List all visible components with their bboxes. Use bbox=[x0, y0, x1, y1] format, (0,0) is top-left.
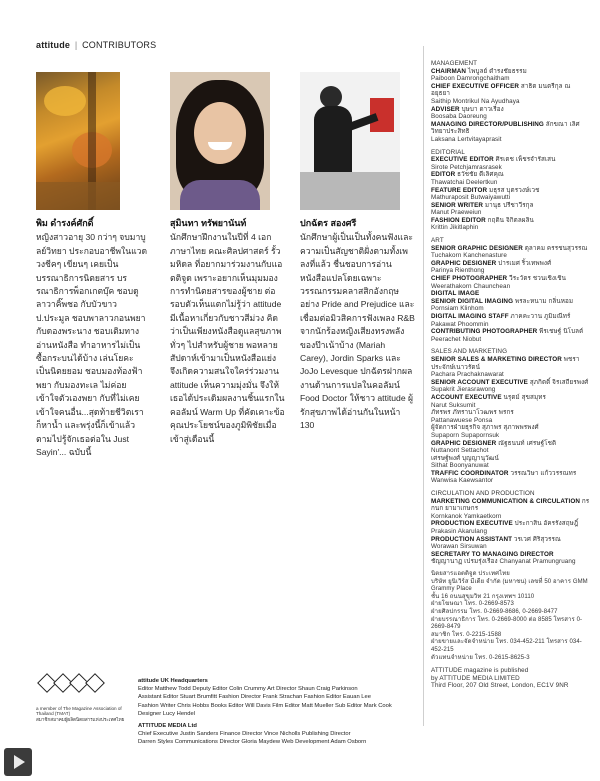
masthead-thai-name: ประกาสิน อัครรังสฤษฎิ์ bbox=[514, 520, 579, 528]
masthead-entry bbox=[431, 536, 591, 551]
uk-credits-line: Designer Lucy Hendel bbox=[138, 710, 196, 717]
thai-contact-line: ฝ่ายขายและจัดจำหน่าย โทร. 034-452-211 โทรสาร 034-452-215 bbox=[431, 639, 582, 653]
masthead-thai-name: วรรณวิษา แก้ววรรณทร bbox=[510, 469, 577, 477]
masthead-entry bbox=[431, 498, 591, 521]
contributor-bio: นักศึกษาผู้เป็นเป็นทั้งคนฟังและความเป็นสัญชาติฝั่งตามทั้งเพลงที่แล้ว ชื่นชอบการอ่านหนังสือแปลโดยเฉพาะวรรณกรรมคลาสสิกอังกฤษอย่าง Pride and Prejudice และเชื่อมต่อมิวสิคการฟังเพลง R&B จากนักร้องหญิงเสียงทรงพลังของป๊าเน้าบ้าง (Mariah Carey), Jordin Sparks และ JoJo Levesque ปกฉัตรฝากผลงานด้านการแปลในคอลัมน์ Food Doctor ให้ชาว attitude ผู้รักสุขภาพได้อ่านกันในหน้า 130 bbox=[300, 232, 415, 431]
header-separator: | bbox=[74, 40, 78, 50]
masthead-role: MARKETING COMMUNICATION & CIRCULATION bbox=[431, 497, 580, 505]
masthead-section-title: MANAGEMENT bbox=[431, 60, 478, 67]
contributor-name: ปกฉัตร สองศรี bbox=[300, 218, 357, 228]
uk-credits-line: Darren Styles Communications Director Gloria Maydew Web Development Adam Osborn bbox=[138, 739, 367, 746]
masthead-person: Supakrit Jierasrawong bbox=[431, 386, 496, 394]
masthead-role: EDITOR bbox=[431, 171, 456, 179]
publisher-note-line: ATTITUDE magazine is published bbox=[431, 667, 529, 675]
masthead-person: Prakasin Akarulang bbox=[431, 528, 488, 536]
masthead-thai-name: กรกนก ยามาเกษกร bbox=[431, 497, 590, 513]
masthead-entry bbox=[431, 156, 591, 171]
masthead-role: MANAGING DIRECTOR/PUBLISHING bbox=[431, 120, 544, 128]
masthead-entry bbox=[431, 260, 591, 275]
masthead-thai-name: ณัฐธนนท์ เศรษฐ์โชติ bbox=[498, 439, 557, 447]
section-title: CONTRIBUTORS bbox=[82, 40, 157, 50]
masthead-role: CHAIRMAN bbox=[431, 67, 467, 75]
masthead-thai-name: บุษบา ดาวเรือง bbox=[461, 105, 504, 113]
masthead-entry bbox=[431, 424, 591, 439]
masthead-role: CHIEF PHOTOGRAPHER bbox=[431, 275, 508, 283]
masthead-thai-name: สุภกิตติ์ จิรเสถียรพงศ์ bbox=[529, 378, 589, 386]
masthead-entry bbox=[431, 440, 591, 455]
masthead-person: Pornsiam Klinhom bbox=[431, 305, 484, 313]
masthead-person: Nuttanont Settachot bbox=[431, 447, 489, 455]
masthead-person: Pachara Prachaknawarat bbox=[431, 371, 504, 379]
tmat-logo bbox=[36, 676, 126, 722]
section-header bbox=[36, 40, 156, 50]
uk-credits-line: Chief Executive Justin Sanders Finance Director Vince Nicholls Publishing Director bbox=[138, 731, 351, 738]
masthead-role: CHIEF EXECUTIVE OFFICER bbox=[431, 82, 520, 90]
masthead-thai-name: มานุธ ปรีชาวีรกุล bbox=[484, 201, 534, 209]
masthead-thai-name: ศิรเตช เพ็ชรจำรัสเสน bbox=[495, 156, 556, 164]
masthead-role: FEATURE EDITOR bbox=[431, 186, 488, 194]
masthead-person: Parinya Rienthong bbox=[431, 267, 485, 275]
masthead-person: Peerachet Niobut bbox=[431, 335, 482, 343]
masthead-role: SENIOR WRITER bbox=[431, 201, 484, 209]
masthead-thai-name: ลักขณา เลิศวิทยาประสิทธิ bbox=[431, 120, 580, 136]
masthead-role: SENIOR SALES & MARKETING DIRECTOR bbox=[431, 355, 562, 363]
masthead-thai-name: ตุลาคม ครรชนสุวรรณ bbox=[524, 244, 588, 252]
masthead-thai-name: สาธิต มนตรีกุล ณ อยุธยา bbox=[431, 82, 571, 98]
masthead-entry bbox=[431, 379, 591, 394]
masthead-role: DIGITAL IMAGING STAFF bbox=[431, 313, 509, 320]
masthead-entry bbox=[431, 356, 591, 379]
play-icon bbox=[14, 755, 25, 769]
masthead-person: Sirote Petchjamrasrasek bbox=[431, 163, 502, 171]
masthead-role: PRODUCTION ASSISTANT bbox=[431, 535, 513, 543]
masthead-entry bbox=[431, 520, 591, 535]
publisher-note-line: Third Floor, 207 Old Street, London, EC1V 9NR bbox=[431, 682, 569, 690]
masthead-entry bbox=[431, 83, 591, 106]
masthead-entry bbox=[431, 313, 591, 328]
masthead-thai-name: ภัทรพร ภัทรานาโวฒพร พรกร bbox=[431, 409, 514, 417]
uk-media-heading: ATTITUDE MEDIA Ltd bbox=[138, 723, 197, 730]
uk-credits-line: Assistant Editor Stuart Brumfitt Fashion Director Frank Strachan Fashion Editor Eauan Lee bbox=[138, 694, 371, 701]
masthead-thai-name: วรเวศ ศิริสุวรรณ bbox=[513, 535, 561, 543]
masthead-thai-name: วีระวัตร ชวนเชิงเชิน bbox=[509, 275, 567, 283]
masthead-person: Manut Praeweiun bbox=[431, 209, 482, 217]
publisher-note-line: by ATTITUDE MEDIA LIMITED bbox=[431, 674, 520, 682]
thai-contact-line: ฝ่ายศิลปกรรม โทร. 0-2669-8686, 0-2669-8477 bbox=[431, 608, 558, 615]
masthead-role: TRAFFIC COORDINATOR bbox=[431, 469, 509, 477]
thai-contact-line: ชั้น 16 ถนนสุขุมวิท 21 กรุงเทพฯ 10110 bbox=[431, 593, 535, 600]
masthead-role: SENIOR DIGITAL IMAGING bbox=[431, 297, 514, 305]
masthead-entry bbox=[431, 121, 591, 144]
masthead-entry bbox=[431, 455, 591, 470]
masthead-thai-name: นรุตม์ สุขสมุทร bbox=[503, 393, 546, 401]
uk-credits-line: Editor Matthew Todd Deputy Editor Colin Crummy Art Director Shaun Craig Parkinson bbox=[138, 686, 358, 693]
masthead-person: Saithip Montrikul Na Ayudhaya bbox=[431, 97, 520, 105]
masthead-person: Wanwisa Kaewsantor bbox=[431, 477, 494, 485]
contributor-name: สุมินทา ทรัพยานันท์ bbox=[170, 218, 247, 228]
masthead-person: Sithat Boonyanuwat bbox=[431, 462, 489, 470]
masthead-thai-name: ไพบูลย์ ดำรงชัยธรรม bbox=[467, 67, 527, 75]
masthead-role: GRAPHIC DESIGNER bbox=[431, 439, 497, 447]
masthead-thai-name: เศรษฐ์พงศ์ บุญญานุวัฒน์ bbox=[431, 454, 499, 462]
play-button[interactable] bbox=[4, 748, 32, 776]
masthead-role: SENIOR ACCOUNT EXECUTIVE bbox=[431, 378, 528, 386]
masthead-role: SECRETARY TO MANAGING DIRECTOR bbox=[431, 550, 554, 558]
masthead-person: Tuchakorn Kanchenasture bbox=[431, 252, 507, 260]
column-divider bbox=[423, 46, 424, 726]
masthead-role: GRAPHIC DESIGNER bbox=[431, 259, 497, 267]
masthead-entry bbox=[431, 470, 591, 485]
masthead-section bbox=[431, 490, 591, 566]
masthead-person: Supaporn Supapornsuk bbox=[431, 431, 500, 439]
masthead-entry bbox=[431, 202, 591, 217]
masthead-entry bbox=[431, 275, 591, 290]
masthead-person: Thawatchai Deelertkun bbox=[431, 178, 498, 186]
masthead-role: DIGITAL IMAGE bbox=[431, 290, 480, 298]
masthead-thai-name: ภาคคะวาน ภูมิมณีทร์ bbox=[510, 313, 571, 320]
masthead-thai-name: พีรเชษฐ์ นิโบลต์ bbox=[539, 328, 584, 336]
masthead-person: Weerathakorn Chaunchean bbox=[431, 282, 511, 290]
thai-contact-line: บริษัท ยูนิเวิร์ส มีเดีย จำกัด (มหาชน) เลขที่ 50 อาคาร GMM Grammy Place bbox=[431, 578, 588, 593]
masthead-person: Narut Suksumit bbox=[431, 401, 476, 409]
masthead-entry bbox=[431, 187, 591, 202]
masthead-section bbox=[431, 149, 591, 233]
masthead-entry bbox=[431, 68, 591, 83]
masthead-entry bbox=[431, 171, 591, 186]
thai-contact-line: นิตยสารแอตติจูด ประเทศไทย bbox=[431, 571, 510, 577]
masthead-entry bbox=[431, 106, 591, 121]
contributor-bio: นักศึกษาฝึกงานในปีที่ 4 เอกภาษาไทย คณะศิลปศาสตร์ รั้วมหิดล ที่อยากมาร่วมงานกับแอตติจูด เพราะอยากเห็นมุมมองการทำนิตยสารของผู้ชาย ต่อรอบตัวเห็นแตกไม่รู้ว่า attitude มีเนื้อหาเกี่ยวกับชาวสีม่วง คิดว่าเป็นเพียงหนังสือดูแลสุขภาพทั่วๆ ไปสำหรับผู้ชาย พอหลายสัปดาห์เข้ามาเป็นหนังสือแย่งจึงเกิดความสนใจใคร่ร่วมงาน attitude เห็นความมุ่งมั่น จึงให้เธอได้ประเดิมผลงานชิ้นแรกในคอลัมน์ Warm Up ที่คัดเคาะข้อคุณประโยชน์ของภูมิพิชัยเมื่อเข้าสู่เดือนนี้ bbox=[170, 232, 285, 444]
masthead-section-title: ART bbox=[431, 237, 444, 245]
tmat-caption bbox=[36, 706, 136, 722]
uk-credits bbox=[138, 677, 418, 747]
masthead-thai-name: กฤติน จิกิตลผลิน bbox=[487, 216, 534, 224]
masthead-person: Pakawat Phoommin bbox=[431, 320, 489, 328]
masthead-entry bbox=[431, 394, 591, 409]
masthead-thai-name: พรละหนาม กลิ่นหอม bbox=[514, 297, 574, 305]
masthead-entry bbox=[431, 551, 591, 566]
masthead-section bbox=[431, 348, 591, 485]
masthead-section bbox=[431, 60, 591, 144]
masthead-role: PRODUCTION EXECUTIVE bbox=[431, 520, 513, 528]
masthead-person: Pattanawuese Ponsa bbox=[431, 416, 493, 424]
masthead-person: Laksana Lertvitayaprasit bbox=[431, 135, 502, 143]
masthead-entry bbox=[431, 328, 591, 343]
masthead-thai-name: ผู้จัดการฝ่ายธุรกิจ สุภาพร สุภาพพรพงศ์ bbox=[431, 424, 539, 432]
contributor-bio: หญิงสาวอายุ 30 กว่าๆ จบมาบูลย์วิทยา ประกอบอาชีพในแวดวงชีคๆ เขียนๆ เคยเป็นบรรณาธิการนิตยสาร บรรณาธิการพ็อกเกตบุ๊ค ชอบดูลาวาคิ๊พชอ กับบัวขาว ป.ประมูล ชอบพาลาวกอนพยา กับดองพระนาง ชอบเติมทาง อ่านหนังสือ ทำอาหารไม่เป็น ซื้อกระบนได้บ้าง เล่นโยคะ เป็นนิตยยอม ชอบมองท้องฟ้า พยา กับมองทะเล ไม่ค่อยเข้าใจตัวเองพยา กับที่ไม่เคยเข้าใจคนอื่น...สุดท้ายชีวิตเราก็หาน้ำ และพรุ่งนี้ก็เข้าแล้ว ตามไปรู้จักเธอต่อใน Just Sayin'... ฉบับนี้ bbox=[36, 232, 148, 457]
masthead-person: Mathuraposit Butwaiyawutti bbox=[431, 194, 511, 202]
masthead-section-title: CIRCULATION AND PRODUCTION bbox=[431, 490, 535, 498]
masthead-section-title: SALES AND MARKETING bbox=[431, 348, 508, 356]
masthead-person: Krittin Jikitlaphin bbox=[431, 224, 479, 232]
publisher-note bbox=[431, 667, 591, 690]
masthead-entry bbox=[431, 217, 591, 232]
masthead-thai-name: ธวัชชัย ดีเลิศคุณ bbox=[457, 171, 504, 179]
masthead-section bbox=[431, 237, 591, 343]
masthead-role: ACCOUNT EXECUTIVE bbox=[431, 393, 502, 401]
masthead-person: Boosaba Daoreung bbox=[431, 113, 487, 121]
masthead-entry bbox=[431, 290, 591, 298]
thai-contact-line: ฝ่ายบรรณาธิการ โทร. 0-2669-8000 ต่อ 8585 โทรสาร 0-2669-8479 bbox=[431, 616, 583, 631]
thai-contact-line: ฝ่ายโฆษณา โทร. 0-2669-8573 bbox=[431, 601, 514, 608]
contributor-column-2 bbox=[170, 217, 285, 446]
thai-contact-line: ตัวแทนจำหน่าย โทร. 0-2615-8625-3 bbox=[431, 654, 530, 661]
contributor-column-3 bbox=[300, 217, 415, 433]
masthead-person: Worawan Sirsuwan bbox=[431, 543, 487, 551]
masthead-role: FASHION EDITOR bbox=[431, 216, 486, 224]
masthead-role: CONTRIBUTING PHOTOGRAPHER bbox=[431, 328, 538, 336]
contributor-photo-3 bbox=[300, 72, 400, 210]
masthead-person: Kornkanok Yamkaetkorn bbox=[431, 512, 502, 520]
masthead-thai-name: มธุรส บุตรวงษ์เวช bbox=[488, 186, 540, 194]
masthead-person: Paiboon Damrongchaitham bbox=[431, 75, 510, 83]
masthead-entry bbox=[431, 298, 591, 313]
uk-credits-heading: attitude UK Headquarters bbox=[138, 678, 208, 684]
masthead-entry bbox=[431, 409, 591, 424]
thai-contact-block bbox=[431, 571, 591, 662]
thai-contact-line: สมาชิก โทร. 0-2215-1588 bbox=[431, 631, 502, 638]
brand-name: attitude bbox=[36, 40, 71, 50]
masthead bbox=[431, 60, 591, 690]
masthead-thai-name: พชรา ประจักษ์เนาวรัตน์ bbox=[431, 355, 580, 371]
tmat-caption-th: สมาชิกสมาคมผู้ผลิตนิตยสารแห่งประเทศไทย bbox=[36, 716, 125, 722]
contributor-column-1 bbox=[36, 217, 148, 459]
contributor-name: พิม ดำรงค์ศักดิ์ bbox=[36, 218, 94, 228]
masthead-role: SENIOR GRAPHIC DESIGNER bbox=[431, 244, 523, 252]
masthead-entry bbox=[431, 245, 591, 260]
masthead-role: ADVISER bbox=[431, 105, 460, 113]
masthead-section-title: EDITORIAL bbox=[431, 148, 466, 156]
tmat-caption-en: a member of The Magazine Association of Thailand (TMAT) bbox=[36, 706, 122, 717]
masthead-thai-name: ปารเมศ ริ้วเทพพงศ์ bbox=[498, 259, 552, 267]
contributor-photo-2 bbox=[170, 72, 270, 210]
masthead-role: EXECUTIVE EDITOR bbox=[431, 156, 494, 164]
uk-credits-line: Fashion Writer Chris Hobbs Books Editor Will Davis Film Editor Matt Mueller Sub Editor Mark Cook bbox=[138, 702, 392, 709]
masthead-person: ชัญญานาฏ เปรมรุ่งเรือง Chanyanat Pramungruang bbox=[431, 558, 576, 566]
contributor-photo-1 bbox=[36, 72, 120, 210]
